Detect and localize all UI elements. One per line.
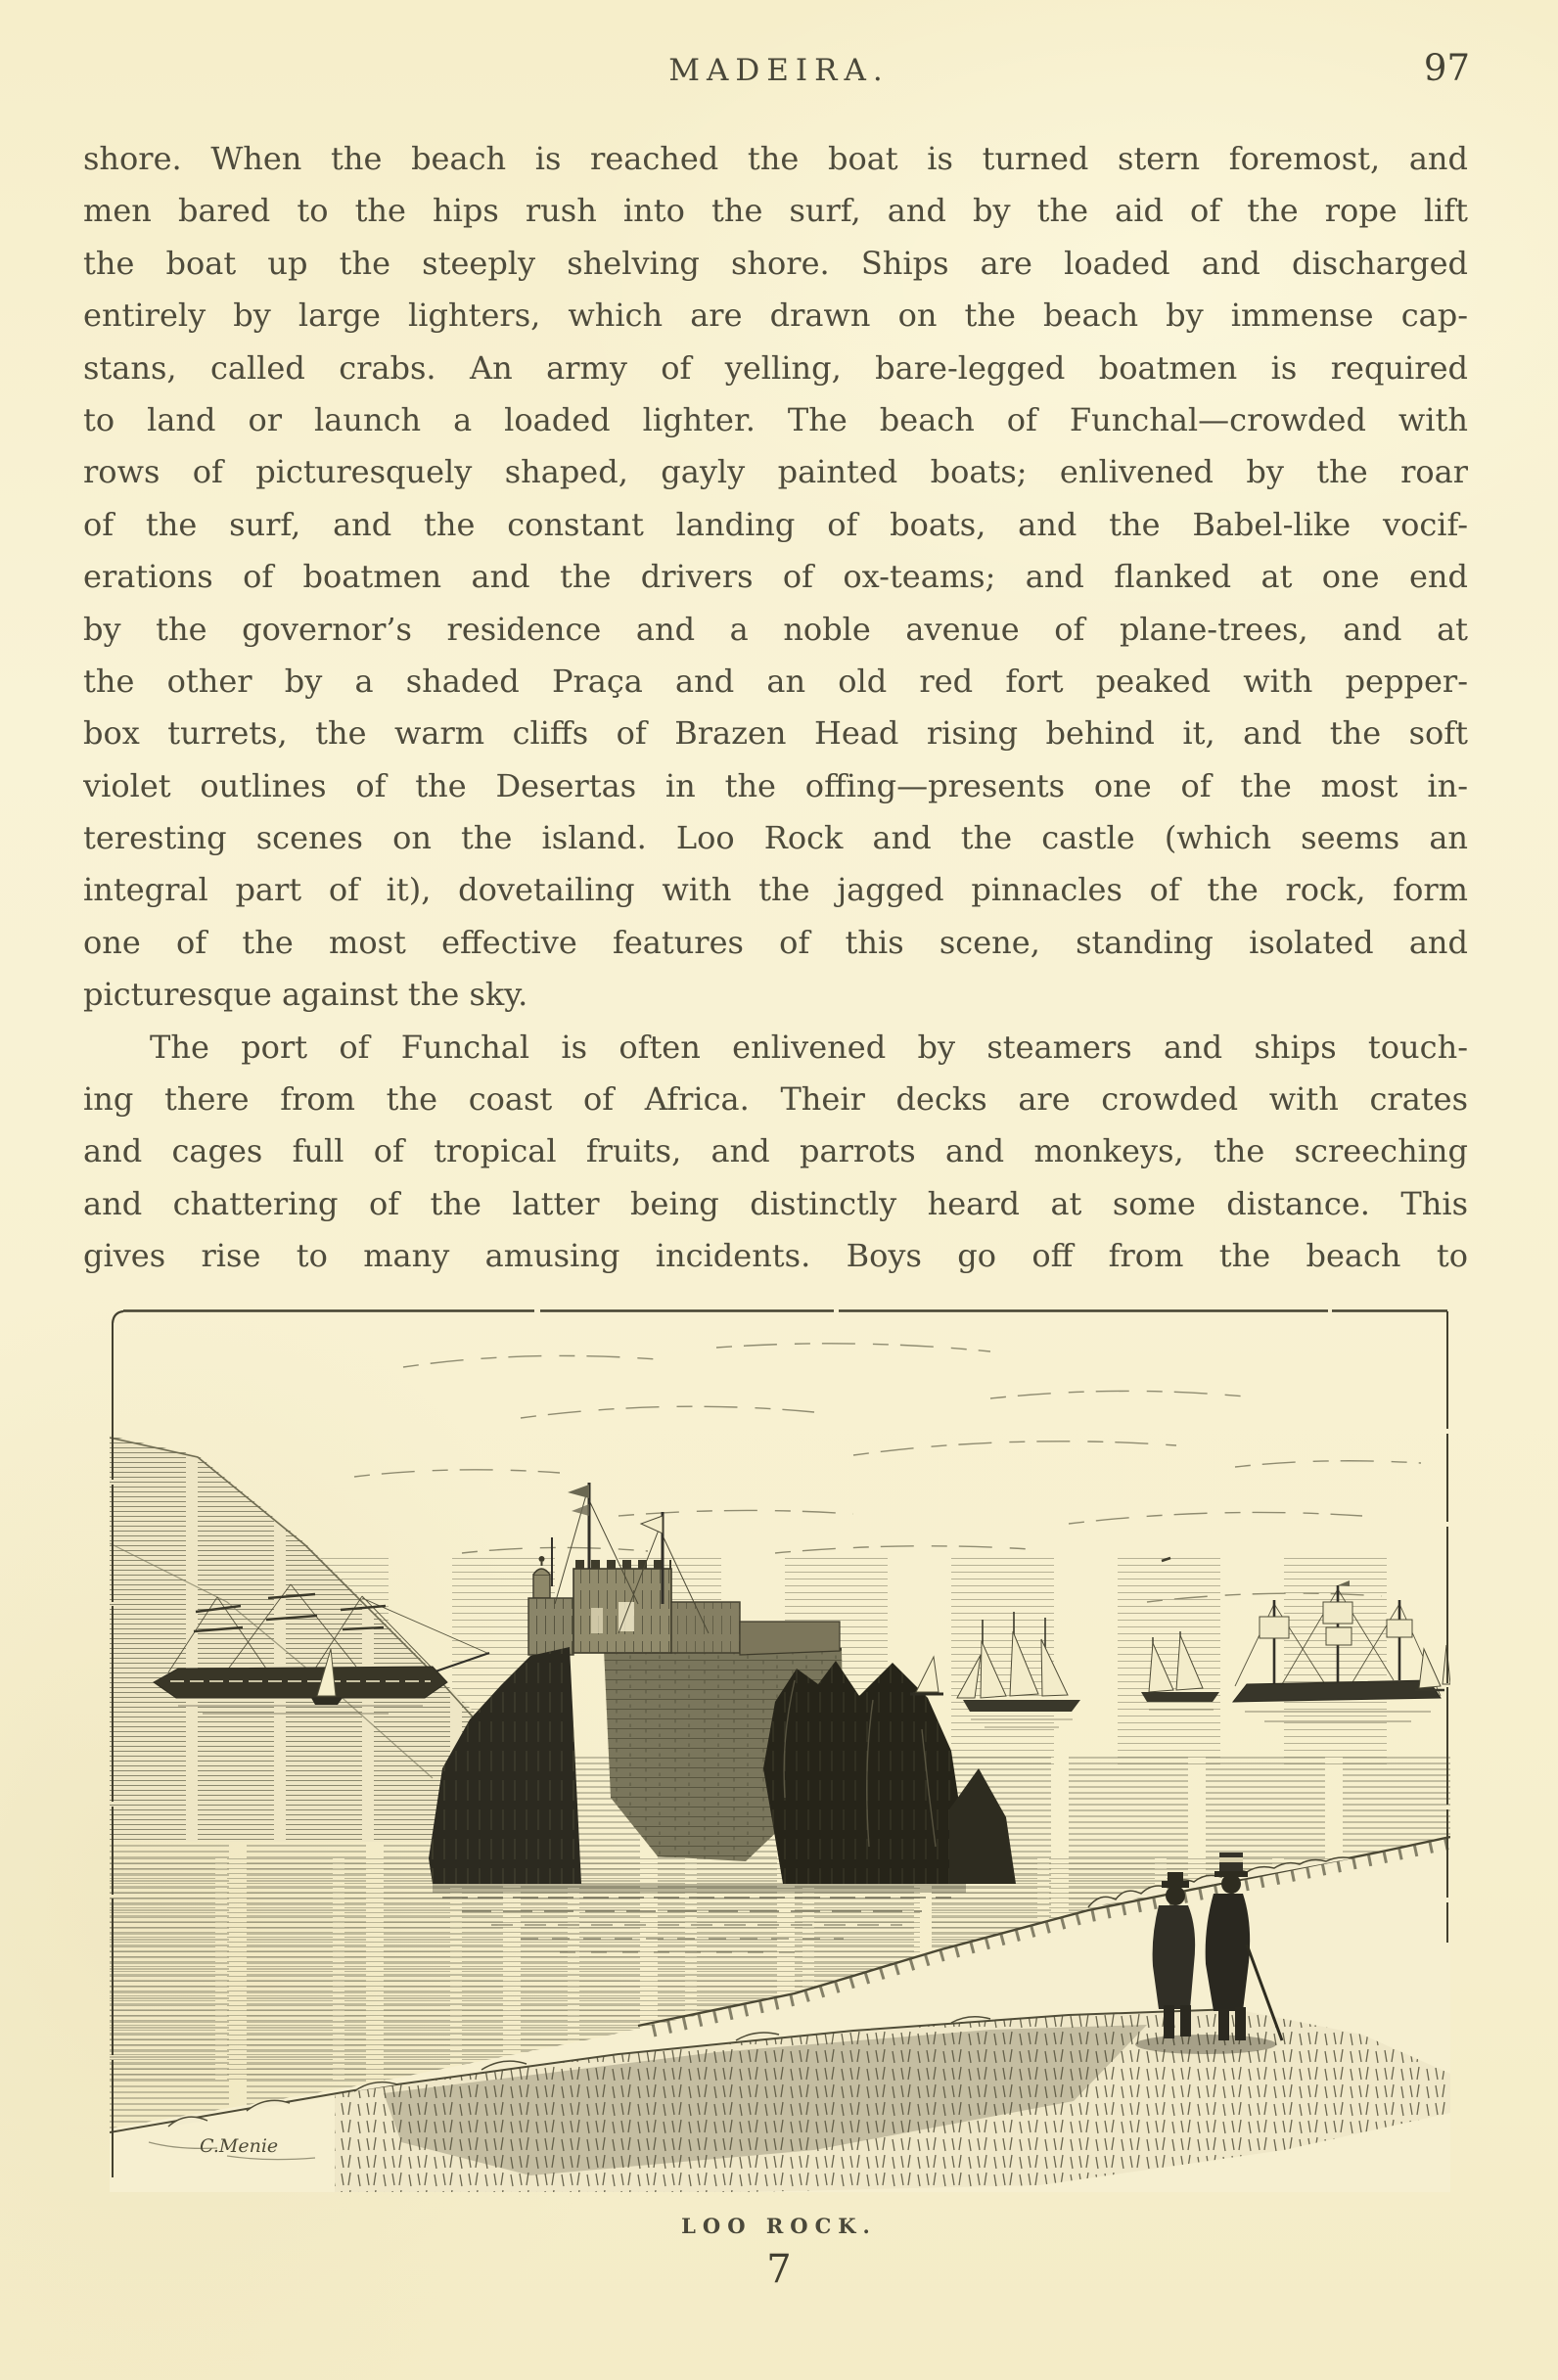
text-line: one of the most effective features of this scene, standing isolated and bbox=[83, 923, 1468, 961]
artist-signature: C.Menie bbox=[200, 2135, 279, 2157]
text-line: ing there from the coast of Africa. Their decks are crowded with crates bbox=[83, 1080, 1468, 1119]
text-line: of the surf, and the constant landing of boats, and the Babel-like vocif- bbox=[83, 505, 1468, 543]
loo-rock-engraving-svg bbox=[110, 1308, 1450, 2192]
text-line: integral part of it), dovetailing with the jagged pinnacles of the rock, form bbox=[83, 871, 1468, 909]
paragraph bbox=[83, 1022, 1468, 1283]
text-line: to land or launch a loaded lighter. The beach of Funchal—crowded with bbox=[83, 400, 1468, 438]
plate-signature-mark: 7 bbox=[766, 2247, 792, 2292]
text-line: gives rise to many amusing incidents. Boys go off from the beach to bbox=[83, 1237, 1468, 1275]
text-line: and cages full of tropical fruits, and parrots and monkeys, the screeching bbox=[83, 1132, 1468, 1170]
text-line: stans, called crabs. An army of yelling, bare-legged boatmen is required bbox=[83, 348, 1468, 387]
engraving-caption: LOO ROCK. bbox=[681, 2214, 877, 2238]
text-line: erations of boatmen and the drivers of ox-teams; and flanked at one end bbox=[83, 558, 1468, 596]
text-line: picturesque against the sky. bbox=[83, 976, 528, 1014]
text-line: rows of picturesquely shaped, gayly painted boats; enlivened by the roar bbox=[83, 453, 1468, 491]
text-line: box turrets, the warm cliffs of Brazen Head rising behind it, and the soft bbox=[83, 714, 1468, 753]
page-number: 97 bbox=[1423, 47, 1470, 89]
body-text bbox=[83, 133, 1468, 1283]
paragraph bbox=[83, 133, 1468, 1022]
text-line: violet outlines of the Desertas in the offing—presents one of the most in- bbox=[83, 766, 1468, 804]
text-line: teresting scenes on the island. Loo Rock and the castle (which seems an bbox=[83, 819, 1468, 857]
text-line: by the governor’s residence and a noble avenue of plane-trees, and at bbox=[83, 610, 1468, 648]
text-line: men bared to the hips rush into the surf, and by the aid of the rope lift bbox=[83, 192, 1468, 230]
text-line: the boat up the steeply shelving shore. Ships are loaded and discharged bbox=[83, 244, 1468, 282]
text-line: shore. When the beach is reached the boat is turned stern foremost, and bbox=[83, 140, 1468, 177]
loo-rock-engraving bbox=[110, 1308, 1450, 2192]
text-line: The port of Funchal is often enlivened by steamers and ships touch- bbox=[150, 1028, 1468, 1066]
text-line: the other by a shaded Praça and an old red fort peaked with pepper- bbox=[83, 662, 1468, 700]
text-line: and chattering of the latter being distinctly heard at some distance. This bbox=[83, 1184, 1468, 1222]
running-header-title: MADEIRA. bbox=[668, 53, 890, 88]
text-line: entirely by large lighters, which are drawn on the beach by immense cap- bbox=[83, 297, 1468, 335]
